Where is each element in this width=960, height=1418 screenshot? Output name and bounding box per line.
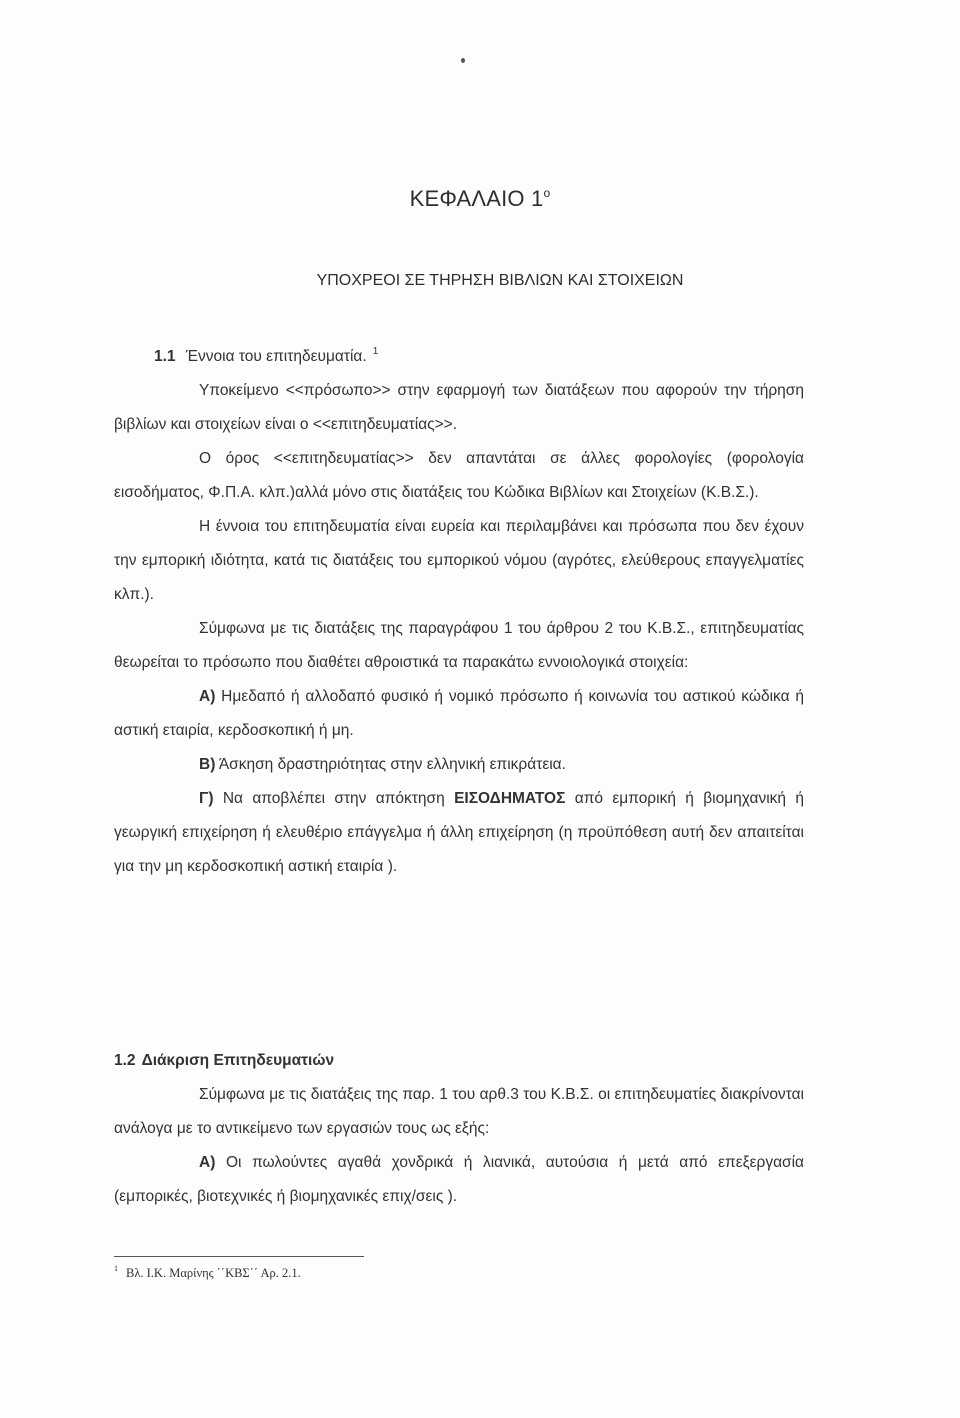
section-heading-1-1: 1.1 Έννοια του επιτηδευματία. $^1$ — [154, 346, 379, 365]
paragraph: Σύμφωνα με τις διατάξεις της παραγράφου 1 του άρθρου 2 του Κ.Β.Σ., επιτηδευματίας θεωρείται το πρόσωπο που διαθέτει αθροιστικά τα παρακάτω εννοιολογικά στοιχεία: — [114, 620, 804, 671]
chapter-superscript: ο — [543, 186, 551, 200]
paragraph: Σύμφωνα με τις διατάξεις της παρ. 1 του αρθ.3 του Κ.Β.Σ. οι επιτηδευματίες διακρίνονται ανάλογα με το αντικείμενο των εργασιών τους ως εξής: — [114, 1086, 804, 1137]
section-1-1 — [114, 335, 804, 884]
footnote: $^1$ Βλ. Ι.Κ. Μαρίνης ΄΄ΚΒΣ΄΄ Αρ. 2.1. — [114, 1264, 301, 1280]
list-item-b: Β) Άσκηση δραστηριότητας στην ελληνική επικράτεια. — [199, 756, 566, 773]
footnote-reference: 1 — [372, 346, 379, 357]
footnote-divider — [114, 1256, 364, 1257]
section-1-2 — [114, 1044, 804, 1214]
scan-speck — [461, 58, 465, 63]
paragraph: Ο όρος <<επιτηδευματίας>> δεν απαντάται σε άλλες φορολογίες (φορολογία εισοδήματος, Φ.Π.Α. κλπ.)αλλά μόνο στις διατάξεις του Κώδικα Βιβλίων και Στοιχείων (Κ.Β.Σ.). — [114, 450, 804, 501]
section-heading-1-2: 1.2 Διάκριση Επιτηδευματιών — [114, 1052, 335, 1069]
paragraph: Υποκείμενο <<πρόσωπο>> στην εφαρμογή των διατάξεων που αφορούν την τήρηση βιβλίων και στοιχείων είναι ο <<επιτηδευματίας>>. — [114, 382, 804, 433]
paragraph: Η έννοια του επιτηδευματία είναι ευρεία και περιλαμβάνει και πρόσωπα που δεν έχουν την εμπορική ιδιότητα, κατά τις διατάξεις του εμπορικού νόμου (αγρότες, ελεύθερους επαγγελματίες κλπ.). — [114, 518, 804, 603]
list-item-c: Γ) Να αποβλέπει στην απόκτηση ΕΙΣΟΔΗΜΑΤΟΣ από εμπορική ή βιομηχανική ή γεωργική επιχείρηση ή ελευθέριο επάγγελμα ή άλλη επιχείρηση (η προϋπόθεση αυτή δεν απαιτείται για την μη κερδοσκοπική αστική εταιρία ). — [114, 790, 804, 875]
chapter-title: ΚΕΦΑΛΑΙΟ $1^o$ — [409, 186, 551, 211]
list-item-a: Α) Οι πωλούντες αγαθά χονδρικά ή λιανικά, αυτούσια ή μετά από επεξεργασία (εμπορικές, βιοτεχνικές ή βιομηχανικές επιχ/σεις ). — [114, 1154, 804, 1205]
list-item-a: Α) Ημεδαπό ή αλλοδαπό φυσικό ή νομικό πρόσωπο ή κοινωνία του αστικού κώδικα ή αστική εταιρία, κερδοσκοπική ή μη. — [114, 688, 804, 739]
section-title: ΥΠΟΧΡΕΟΙ ΣΕ ΤΗΡΗΣΗ ΒΙΒΛΙΩΝ ΚΑΙ ΣΤΟΙΧΕΙΩΝ — [316, 272, 684, 289]
